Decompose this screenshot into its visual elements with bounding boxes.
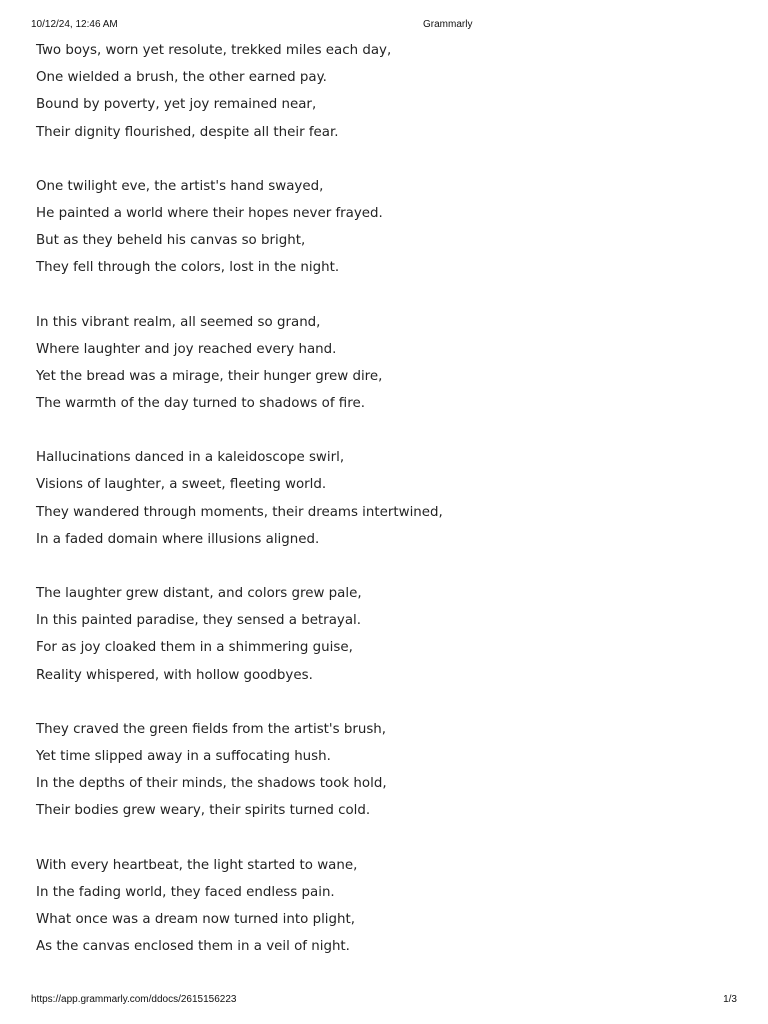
stanza-4 [36,447,736,556]
print-datetime: 10/12/24, 12:46 AM [31,19,118,30]
stanza-6 [36,719,736,828]
poem-line: The laughter grew distant, and colors grew pale, [36,586,362,601]
poem-line: Their bodies grew weary, their spirits turned cold. [36,803,371,819]
poem-line: In a faded domain where illusions aligned. [36,531,320,547]
stanza-1 [36,40,736,149]
stanza-7 [36,855,736,964]
print-header [31,19,737,33]
document-url: https://app.grammarly.com/ddocs/2615156223 [31,994,237,1005]
poem-line: With every heartbeat, the light started to wane, [36,857,358,873]
poem-line: They fell through the colors, lost in the night. [36,260,340,276]
poem-line: Their dignity flourished, despite all their fear. [36,124,339,140]
poem-line: Bound by poverty, yet joy remained near, [36,97,317,113]
poem-line: What once was a dream now turned into plight, [36,911,356,927]
stanza-5 [36,583,736,692]
stanza-3 [36,312,736,421]
poem-line: But as they beheld his canvas so bright, [36,233,306,249]
poem-line: One wielded a brush, the other earned pay. [36,70,327,86]
poem-line: They craved the green fields from the artist's brush, [36,721,387,737]
poem-line: In the depths of their minds, the shadows took hold, [36,776,387,792]
poem-line: Visions of laughter, a sweet, fleeting world. [36,477,327,493]
poem-line: Yet the bread was a mirage, their hunger grew dire, [36,368,383,384]
page-number: 1/3 [723,994,737,1005]
poem-body [36,40,736,990]
poem-line: For as joy cloaked them in a shimmering guise, [36,640,353,656]
poem-line: In the fading world, they faced endless pain. [36,884,335,900]
stanza-2 [36,176,736,285]
poem-line: In this vibrant realm, all seemed so grand, [36,314,321,330]
poem-line: Hallucinations danced in a kaleidoscope swirl, [36,450,345,466]
poem-line: One twilight eve, the artist's hand swayed, [36,178,324,194]
poem-line: Where laughter and joy reached every hand. [36,341,337,357]
poem-line: Yet time slipped away in a suffocating hush. [36,748,331,764]
poem-line: Two boys, worn yet resolute, trekked miles each day, [36,43,392,58]
poem-line: He painted a world where their hopes never frayed. [36,205,383,221]
print-title: Grammarly [423,19,473,30]
poem-line: Reality whispered, with hollow goodbyes. [36,667,313,683]
poem-line: As the canvas enclosed them in a veil of night. [36,939,350,955]
print-footer [31,994,737,1008]
poem-line: In this painted paradise, they sensed a betrayal. [36,613,362,629]
poem-line: They wandered through moments, their dreams intertwined, [36,504,443,520]
poem-line: The warmth of the day turned to shadows of fire. [36,396,365,412]
